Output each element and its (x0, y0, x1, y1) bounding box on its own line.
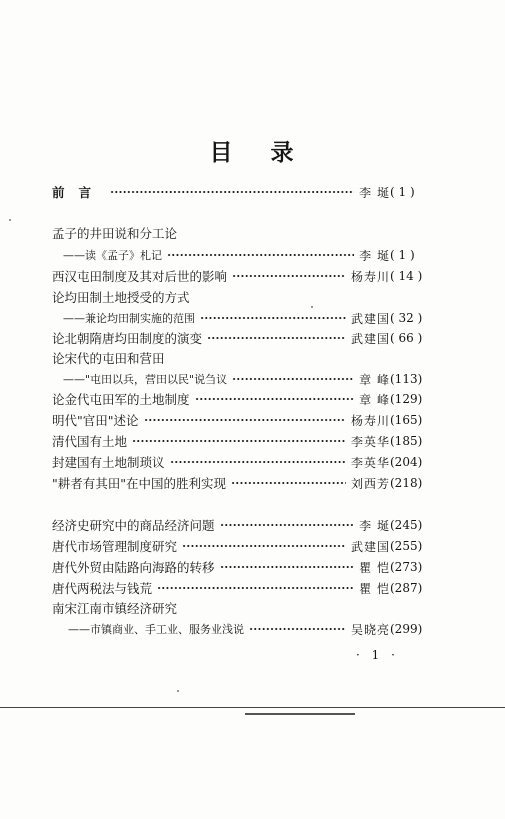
leader-dots (195, 398, 355, 400)
toc-entry-title: 论北朝隋唐均田制度的演变 (52, 331, 203, 346)
leader-dots (207, 337, 346, 339)
toc-entry-author: 武建国 (350, 311, 390, 326)
toc-entry-title: 前言 (52, 185, 106, 200)
toc-entry-title: 南宋江南市镇经济研究 (52, 601, 178, 616)
toc-entry[interactable] (52, 329, 424, 347)
toc-entry[interactable] (52, 183, 424, 201)
toc-entry-title: 唐代两税法与钱荒 (52, 581, 153, 596)
page-title-left: 目 (209, 139, 235, 166)
toc-entry-page: (245) (390, 518, 423, 532)
leader-dots (110, 191, 354, 193)
toc-entry-author: 章 峰 (359, 372, 390, 387)
scan-speck (177, 690, 179, 692)
toc-entry-title: ——兼论均田制实施的范围 (63, 312, 195, 325)
toc-subentry[interactable] (63, 246, 424, 264)
leader-dots (157, 587, 354, 589)
toc-entry-author: 章 峰 (359, 392, 390, 407)
leader-dots (220, 566, 355, 568)
toc-entry[interactable] (52, 579, 424, 597)
toc-entry-author: 武建国 (350, 539, 390, 554)
toc-entry-page: (113) (390, 372, 423, 386)
toc-entry-title: 论均田制土地授受的方式 (52, 290, 190, 305)
toc-entry-page: (129) (390, 392, 423, 406)
leader-dots (132, 440, 346, 442)
toc-entry-title: 唐代市场管理制度研究 (52, 539, 178, 554)
toc-entry-title: "耕者有其田"在中国的胜利实现 (52, 476, 226, 491)
toc-entry-page: ( 32 ) (390, 311, 423, 325)
toc-entry-author: 杨寿川 (350, 269, 390, 284)
toc-entry-author: 李 埏 (359, 518, 390, 533)
bottom-rule-accent (245, 713, 355, 715)
toc-subentry[interactable] (63, 309, 424, 327)
toc-subentry[interactable] (68, 620, 424, 638)
leader-dots (232, 275, 346, 277)
toc-entry-author: 武建国 (350, 331, 390, 346)
toc-entry-title: 孟子的井田说和分工论 (52, 226, 178, 241)
toc-entry[interactable] (52, 474, 424, 492)
toc-heading[interactable] (52, 599, 424, 617)
toc-entry-author: 杨寿川 (350, 413, 390, 428)
toc-entry-title: 唐代外贸由陆路向海路的转移 (52, 560, 215, 575)
leader-dots (170, 461, 346, 463)
page-number: · 1 · (356, 648, 399, 662)
toc-entry-title: ——读《孟子》札记 (63, 249, 162, 262)
toc-entry-page: (273) (390, 560, 423, 574)
scan-speck (311, 306, 313, 308)
toc-entry-author: 李 埏 (359, 248, 390, 263)
leader-dots (167, 254, 354, 256)
toc-subentry[interactable] (63, 370, 424, 388)
leader-dots (144, 419, 346, 421)
toc-heading[interactable] (52, 349, 424, 367)
leader-dots (200, 317, 346, 319)
page-title-right: 录 (270, 139, 296, 166)
toc-entry-author: 瞿 恺 (359, 581, 390, 596)
toc-entry[interactable] (52, 411, 424, 429)
leader-dots (220, 524, 355, 526)
toc-entry-title: 论金代屯田军的土地制度 (52, 392, 190, 407)
toc-entry[interactable] (52, 453, 424, 471)
bottom-rule (0, 707, 505, 708)
leader-dots (231, 482, 346, 484)
toc-entry-title: 封建国有土地制琐议 (52, 455, 165, 470)
toc-entry[interactable] (52, 432, 424, 450)
toc-entry-title: ——"屯田以兵，营田以民"说刍议 (63, 373, 228, 386)
toc-entry-author: 刘西芳 (350, 476, 390, 491)
toc-entry-title: 论宋代的屯田和营田 (52, 351, 165, 366)
toc-entry-page: (255) (390, 539, 423, 553)
toc-heading[interactable] (52, 288, 424, 306)
toc-entry-author: 李 埏 (359, 185, 390, 200)
toc-entry-page: (204) (390, 455, 423, 469)
toc-entry-page: ( 14 ) (390, 269, 423, 283)
toc-entry-title: 经济史研究中的商品经济问题 (52, 518, 215, 533)
toc-entry[interactable] (52, 558, 424, 576)
leader-dots (232, 378, 354, 380)
toc-heading[interactable] (52, 224, 424, 242)
toc-entry-title: 明代"官田"述论 (52, 413, 139, 428)
toc-entry-title: ——市镇商业、手工业、服务业浅说 (68, 623, 244, 636)
toc-entry[interactable] (52, 267, 424, 285)
toc-entry-page: ( 66 ) (390, 331, 423, 345)
leader-dots (182, 545, 346, 547)
toc-entry-author: 瞿 恺 (359, 560, 390, 575)
toc-entry-page: ( 1 ) (390, 185, 415, 199)
leader-dots (249, 628, 346, 630)
toc-entry-author: 李英华 (350, 455, 390, 470)
scan-speck (9, 219, 11, 221)
toc-entry[interactable] (52, 516, 424, 534)
toc-entry[interactable] (52, 537, 424, 555)
toc-entry-page: (299) (390, 622, 423, 636)
toc-entry-page: (218) (390, 476, 423, 490)
toc-entry[interactable] (52, 390, 424, 408)
toc-entry-page: (185) (390, 434, 423, 448)
toc-entry-title: 清代国有土地 (52, 434, 128, 449)
toc-entry-page: (287) (390, 581, 423, 595)
toc-entry-page: ( 1 ) (390, 248, 415, 262)
toc-entry-page: (165) (390, 413, 423, 427)
toc-entry-title: 西汉屯田制度及其对后世的影响 (52, 269, 228, 284)
toc-entry-author: 李英华 (350, 434, 390, 449)
toc-entry-author: 吴晓亮 (350, 622, 390, 637)
